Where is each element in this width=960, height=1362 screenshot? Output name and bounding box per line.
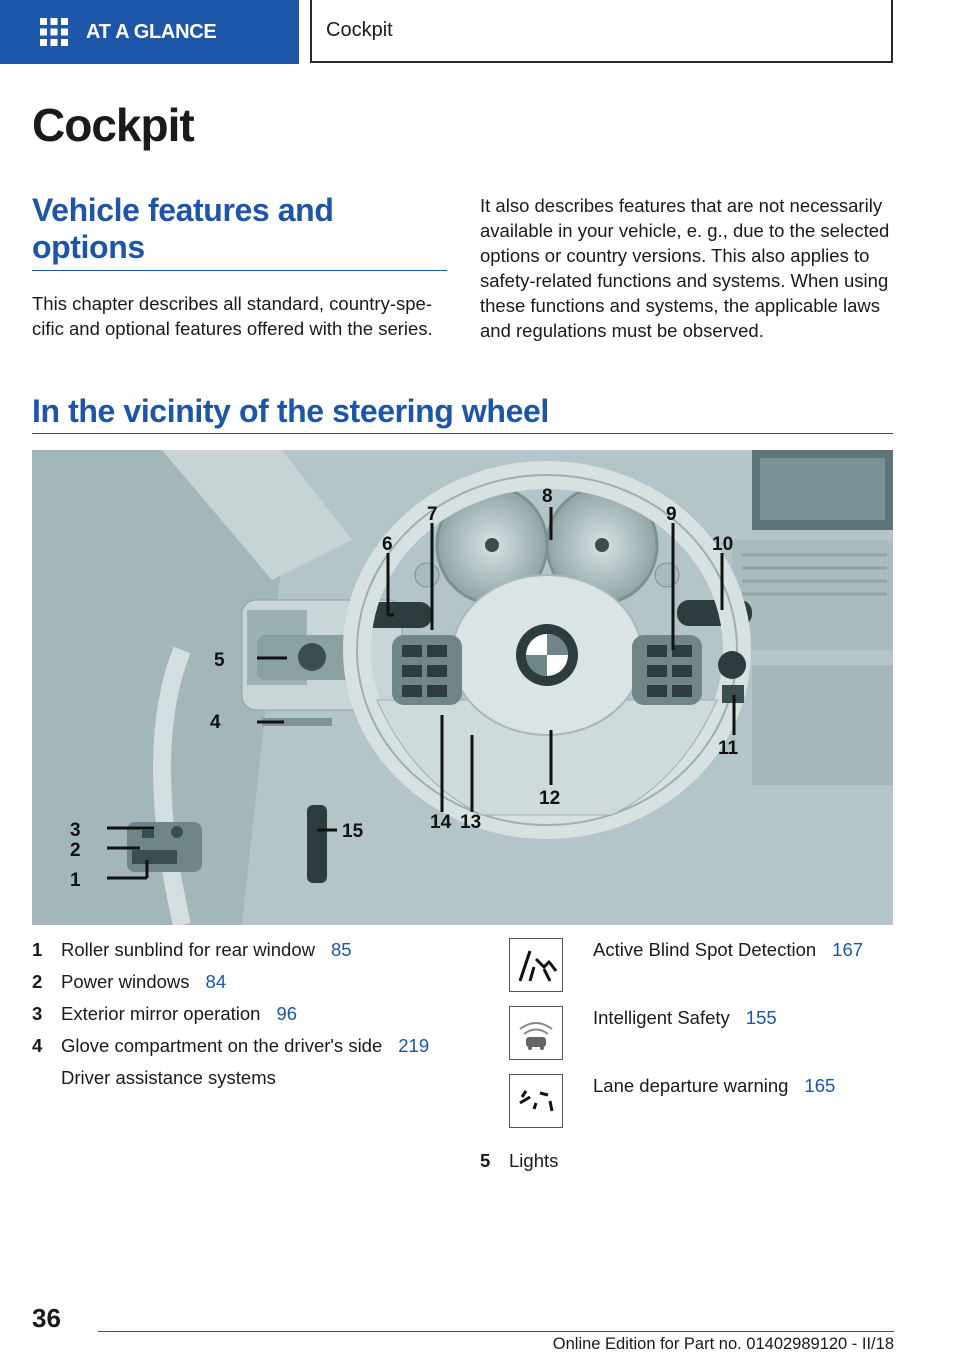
callout-14: 14	[430, 812, 452, 833]
section-tab[interactable]	[0, 0, 299, 64]
section-heading-features: Vehicle features and options	[32, 192, 334, 265]
callout-10: 10	[712, 534, 734, 555]
component-list	[32, 938, 462, 1090]
callout-8: 8	[542, 486, 553, 507]
page-link[interactable]: 165	[804, 1075, 836, 1096]
lane-departure-icon	[509, 1074, 563, 1128]
blind-spot-icon	[509, 938, 563, 992]
list-item: 2 Power windows 84	[32, 970, 462, 1002]
page-link[interactable]: 96	[276, 1003, 298, 1024]
list-item: 4 Glove compartment on the driver's side 219	[32, 1034, 462, 1066]
feature-item: Lane departure warning 165	[593, 1075, 836, 1096]
callout-2: 2	[70, 840, 81, 861]
list-item: 5 Lights	[480, 1150, 559, 1171]
intro-text-right: It also describes features that are not necessarily available in your vehicle, e. g., due to the selected options or country versions. This also applies to safety-related functions and systems. When using these functions and systems, the applicable laws and regulations must be observed.	[480, 195, 890, 341]
section-heading-steering: In the vicinity of the steering wheel	[32, 393, 549, 429]
callout-1: 1	[70, 870, 81, 891]
page-link[interactable]: 84	[205, 971, 227, 992]
intro-text-left: This chapter describes all standard, country-specific and optional features offered with the series.	[32, 293, 433, 339]
callout-15: 15	[342, 821, 364, 842]
list-subheading: Driver assistance systems	[61, 1067, 276, 1088]
page-link[interactable]: 155	[745, 1007, 777, 1028]
chapter-header	[310, 0, 893, 63]
bmw-logo-icon	[516, 624, 578, 686]
feature-item: Active Blind Spot Detection 167	[593, 939, 864, 960]
callout-4: 4	[210, 712, 221, 733]
steering-wheel-illustration	[32, 450, 893, 925]
page-title: Cockpit	[32, 99, 194, 151]
heading-rule	[32, 433, 893, 434]
page-number: 36	[32, 1303, 61, 1333]
edition-note: Online Edition for Part no. 01402989120 - II/18	[552, 1335, 894, 1353]
callout-5: 5	[214, 650, 225, 671]
callout-12: 12	[539, 788, 561, 809]
cockpit-illustration	[32, 450, 893, 925]
callout-6: 6	[382, 534, 393, 555]
feature-item: Intelligent Safety 155	[593, 1007, 777, 1028]
section-label: AT A GLANCE	[86, 20, 217, 43]
list-item: 1 Roller sunblind for rear window 85	[32, 938, 462, 970]
intelligent-safety-icon	[509, 1006, 563, 1060]
heading-rule	[32, 270, 447, 271]
page-link[interactable]: 85	[330, 939, 352, 960]
callout-11: 11	[718, 738, 739, 759]
callout-13: 13	[460, 812, 482, 833]
page-link[interactable]: 219	[398, 1035, 430, 1056]
list-item: 3 Exterior mirror operation 96	[32, 1002, 462, 1034]
callout-3: 3	[70, 820, 81, 841]
callout-7: 7	[427, 504, 438, 525]
footer-rule	[98, 1331, 894, 1332]
grid-icon	[40, 18, 68, 46]
chapter-label: Cockpit	[326, 19, 393, 41]
page-link[interactable]: 167	[832, 939, 864, 960]
callout-9: 9	[666, 504, 677, 525]
